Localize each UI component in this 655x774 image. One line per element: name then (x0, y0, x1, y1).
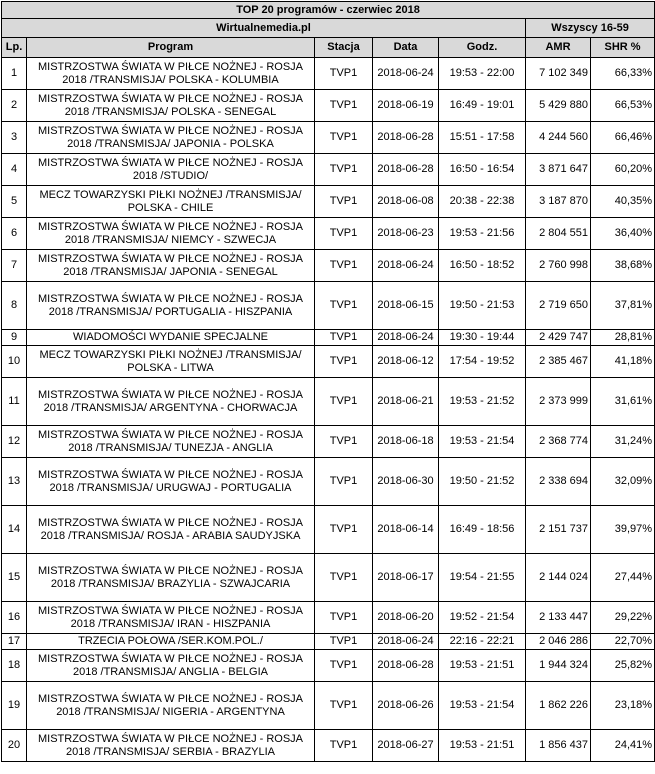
cell-amr: 2 046 286 (526, 634, 591, 650)
cell-amr: 2 385 467 (526, 346, 591, 378)
cell-lp: 4 (2, 154, 27, 186)
cell-lp: 14 (2, 506, 27, 554)
table-row (2, 122, 655, 154)
cell-time: 19:52 - 21:54 (439, 602, 526, 634)
cell-amr: 3 871 647 (526, 154, 591, 186)
cell-shr: 27,44% (591, 554, 655, 602)
table-title: TOP 20 programów - czerwiec 2018 (2, 2, 655, 19)
cell-shr: 31,61% (591, 378, 655, 426)
table-row (2, 90, 655, 122)
cell-shr: 66,53% (591, 90, 655, 122)
cell-time: 16:49 - 18:56 (439, 506, 526, 554)
table-row (2, 346, 655, 378)
cell-amr: 7 102 349 (526, 58, 591, 90)
cell-station: TVP1 (315, 186, 373, 218)
cell-amr: 5 429 880 (526, 90, 591, 122)
cell-date: 2018-06-26 (373, 682, 439, 730)
cell-program: MISTRZOSTWA ŚWIATA W PIŁCE NOŻNEJ - ROSJA 2018 /TRANSMISJA/ ARGENTYNA - CHORWACJA (27, 378, 315, 426)
table-row (2, 250, 655, 282)
cell-amr: 1 862 226 (526, 682, 591, 730)
cell-station: TVP1 (315, 90, 373, 122)
cell-lp: 5 (2, 186, 27, 218)
cell-shr: 41,18% (591, 346, 655, 378)
cell-station: TVP1 (315, 506, 373, 554)
cell-time: 19:53 - 21:51 (439, 650, 526, 682)
table-row (2, 282, 655, 330)
cell-shr: 29,22% (591, 602, 655, 634)
cell-time: 15:51 - 17:58 (439, 122, 526, 154)
cell-date: 2018-06-19 (373, 90, 439, 122)
cell-shr: 38,68% (591, 250, 655, 282)
cell-time: 19:53 - 21:52 (439, 378, 526, 426)
cell-time: 19:54 - 21:55 (439, 554, 526, 602)
col-header-lp: Lp. (2, 38, 27, 58)
table-row (2, 426, 655, 458)
cell-lp: 2 (2, 90, 27, 122)
cell-date: 2018-06-27 (373, 730, 439, 762)
cell-date: 2018-06-21 (373, 378, 439, 426)
cell-program: MISTRZOSTWA ŚWIATA W PIŁCE NOŻNEJ - ROSJA 2018 /TRANSMISJA/ SERBIA - BRAZYLIA (27, 730, 315, 762)
cell-shr: 37,81% (591, 282, 655, 330)
cell-program: MISTRZOSTWA ŚWIATA W PIŁCE NOŻNEJ - ROSJA 2018 /TRANSMISJA/ NIGERIA - ARGENTYNA (27, 682, 315, 730)
cell-amr: 3 187 870 (526, 186, 591, 218)
cell-station: TVP1 (315, 218, 373, 250)
cell-time: 19:53 - 21:51 (439, 730, 526, 762)
cell-station: TVP1 (315, 458, 373, 506)
cell-shr: 32,09% (591, 458, 655, 506)
cell-program: MISTRZOSTWA ŚWIATA W PIŁCE NOŻNEJ - ROSJA 2018 /TRANSMISJA/ ANGLIA - BELGIA (27, 650, 315, 682)
cell-time: 19:53 - 21:56 (439, 218, 526, 250)
cell-station: TVP1 (315, 634, 373, 650)
table-row (2, 650, 655, 682)
cell-time: 16:49 - 19:01 (439, 90, 526, 122)
cell-date: 2018-06-30 (373, 458, 439, 506)
table-row (2, 602, 655, 634)
cell-lp: 12 (2, 426, 27, 458)
cell-lp: 1 (2, 58, 27, 90)
cell-amr: 2 373 999 (526, 378, 591, 426)
cell-shr: 28,81% (591, 330, 655, 346)
cell-program: MISTRZOSTWA ŚWIATA W PIŁCE NOŻNEJ - ROSJA 2018 /TRANSMISJA/ TUNEZJA - ANGLIA (27, 426, 315, 458)
cell-amr: 2 133 447 (526, 602, 591, 634)
table-row (2, 730, 655, 762)
cell-program: MISTRZOSTWA ŚWIATA W PIŁCE NOŻNEJ - ROSJA 2018 /TRANSMISJA/ IRAN - HISZPANIA (27, 602, 315, 634)
cell-program: TRZECIA POŁOWA /SER.KOM.POL./ (27, 634, 315, 650)
cell-date: 2018-06-14 (373, 506, 439, 554)
cell-amr: 2 144 024 (526, 554, 591, 602)
cell-date: 2018-06-28 (373, 122, 439, 154)
cell-shr: 23,18% (591, 682, 655, 730)
cell-date: 2018-06-28 (373, 154, 439, 186)
cell-time: 16:50 - 18:52 (439, 250, 526, 282)
cell-station: TVP1 (315, 330, 373, 346)
cell-amr: 2 429 747 (526, 330, 591, 346)
cell-amr: 2 804 551 (526, 218, 591, 250)
cell-time: 17:54 - 19:52 (439, 346, 526, 378)
cell-station: TVP1 (315, 650, 373, 682)
cell-lp: 18 (2, 650, 27, 682)
cell-lp: 17 (2, 634, 27, 650)
cell-amr: 1 856 437 (526, 730, 591, 762)
cell-shr: 66,33% (591, 58, 655, 90)
cell-station: TVP1 (315, 282, 373, 330)
cell-program: MISTRZOSTWA ŚWIATA W PIŁCE NOŻNEJ - ROSJA 2018 /TRANSMISJA/ URUGWAJ - PORTUGALIA (27, 458, 315, 506)
table-row (2, 458, 655, 506)
cell-shr: 39,97% (591, 506, 655, 554)
table-row (2, 682, 655, 730)
cell-time: 19:53 - 21:54 (439, 426, 526, 458)
cell-shr: 24,41% (591, 730, 655, 762)
cell-time: 19:53 - 22:00 (439, 58, 526, 90)
cell-station: TVP1 (315, 426, 373, 458)
col-header-date: Data (373, 38, 439, 58)
cell-time: 19:50 - 21:52 (439, 458, 526, 506)
cell-date: 2018-06-15 (373, 282, 439, 330)
cell-program: MISTRZOSTWA ŚWIATA W PIŁCE NOŻNEJ - ROSJA 2018 /TRANSMISJA/ ROSJA - ARABIA SAUDYJSKA (27, 506, 315, 554)
table-row (2, 154, 655, 186)
cell-shr: 31,24% (591, 426, 655, 458)
cell-amr: 1 944 324 (526, 650, 591, 682)
cell-program: MISTRZOSTWA ŚWIATA W PIŁCE NOŻNEJ - ROSJA 2018 /STUDIO/ (27, 154, 315, 186)
col-header-station: Stacja (315, 38, 373, 58)
cell-time: 22:16 - 22:21 (439, 634, 526, 650)
cell-program: MISTRZOSTWA ŚWIATA W PIŁCE NOŻNEJ - ROSJA 2018 /TRANSMISJA/ NIEMCY - SZWECJA (27, 218, 315, 250)
cell-shr: 66,46% (591, 122, 655, 154)
cell-lp: 7 (2, 250, 27, 282)
audience-group-label: Wszyscy 16-59 (526, 19, 655, 38)
cell-lp: 15 (2, 554, 27, 602)
cell-amr: 2 151 737 (526, 506, 591, 554)
cell-station: TVP1 (315, 154, 373, 186)
cell-time: 19:50 - 21:53 (439, 282, 526, 330)
cell-lp: 10 (2, 346, 27, 378)
cell-amr: 2 719 650 (526, 282, 591, 330)
col-header-amr: AMR (526, 38, 591, 58)
cell-program: MISTRZOSTWA ŚWIATA W PIŁCE NOŻNEJ - ROSJA 2018 /TRANSMISJA/ POLSKA - KOLUMBIA (27, 58, 315, 90)
cell-date: 2018-06-08 (373, 186, 439, 218)
cell-date: 2018-06-24 (373, 58, 439, 90)
cell-station: TVP1 (315, 346, 373, 378)
cell-lp: 11 (2, 378, 27, 426)
cell-program: MISTRZOSTWA ŚWIATA W PIŁCE NOŻNEJ - ROSJA 2018 /TRANSMISJA/ BRAZYLIA - SZWAJCARIA (27, 554, 315, 602)
cell-lp: 16 (2, 602, 27, 634)
cell-shr: 25,82% (591, 650, 655, 682)
cell-lp: 20 (2, 730, 27, 762)
table-row (2, 634, 655, 650)
cell-lp: 13 (2, 458, 27, 506)
cell-date: 2018-06-23 (373, 218, 439, 250)
cell-program: WIADOMOŚCI WYDANIE SPECJALNE (27, 330, 315, 346)
cell-date: 2018-06-17 (373, 554, 439, 602)
cell-station: TVP1 (315, 250, 373, 282)
cell-date: 2018-06-24 (373, 634, 439, 650)
col-header-program: Program (27, 38, 315, 58)
cell-program: MISTRZOSTWA ŚWIATA W PIŁCE NOŻNEJ - ROSJA 2018 /TRANSMISJA/ JAPONIA - SENEGAL (27, 250, 315, 282)
cell-time: 16:50 - 16:54 (439, 154, 526, 186)
cell-station: TVP1 (315, 58, 373, 90)
cell-program: MECZ TOWARZYSKI PIŁKI NOŻNEJ /TRANSMISJA/ POLSKA - LITWA (27, 346, 315, 378)
cell-date: 2018-06-28 (373, 650, 439, 682)
cell-station: TVP1 (315, 682, 373, 730)
cell-program: MECZ TOWARZYSKI PIŁKI NOŻNEJ /TRANSMISJA/ POLSKA - CHILE (27, 186, 315, 218)
cell-date: 2018-06-24 (373, 330, 439, 346)
cell-station: TVP1 (315, 602, 373, 634)
table-row (2, 506, 655, 554)
cell-time: 19:53 - 21:54 (439, 682, 526, 730)
cell-station: TVP1 (315, 730, 373, 762)
table-row (2, 330, 655, 346)
table-row (2, 554, 655, 602)
cell-lp: 9 (2, 330, 27, 346)
cell-program: MISTRZOSTWA ŚWIATA W PIŁCE NOŻNEJ - ROSJA 2018 /TRANSMISJA/ JAPONIA - POLSKA (27, 122, 315, 154)
cell-lp: 19 (2, 682, 27, 730)
cell-amr: 2 338 694 (526, 458, 591, 506)
cell-station: TVP1 (315, 378, 373, 426)
table-row (2, 58, 655, 90)
cell-shr: 40,35% (591, 186, 655, 218)
table-body (2, 58, 655, 762)
source-label: Wirtualnemedia.pl (2, 19, 526, 38)
col-header-time: Godz. (439, 38, 526, 58)
cell-time: 20:38 - 22:38 (439, 186, 526, 218)
cell-date: 2018-06-18 (373, 426, 439, 458)
col-header-shr: SHR % (591, 38, 655, 58)
cell-station: TVP1 (315, 554, 373, 602)
table-row (2, 218, 655, 250)
cell-date: 2018-06-20 (373, 602, 439, 634)
table-row (2, 186, 655, 218)
table-row (2, 378, 655, 426)
cell-date: 2018-06-12 (373, 346, 439, 378)
cell-lp: 3 (2, 122, 27, 154)
cell-amr: 2 760 998 (526, 250, 591, 282)
cell-shr: 22,70% (591, 634, 655, 650)
cell-program: MISTRZOSTWA ŚWIATA W PIŁCE NOŻNEJ - ROSJA 2018 /TRANSMISJA/ POLSKA - SENEGAL (27, 90, 315, 122)
ranking-table (1, 1, 655, 762)
cell-lp: 8 (2, 282, 27, 330)
cell-date: 2018-06-24 (373, 250, 439, 282)
cell-time: 19:30 - 19:44 (439, 330, 526, 346)
cell-station: TVP1 (315, 122, 373, 154)
cell-amr: 4 244 560 (526, 122, 591, 154)
cell-lp: 6 (2, 218, 27, 250)
cell-program: MISTRZOSTWA ŚWIATA W PIŁCE NOŻNEJ - ROSJA 2018 /TRANSMISJA/ PORTUGALIA - HISZPANIA (27, 282, 315, 330)
cell-amr: 2 368 774 (526, 426, 591, 458)
cell-shr: 60,20% (591, 154, 655, 186)
cell-shr: 36,40% (591, 218, 655, 250)
